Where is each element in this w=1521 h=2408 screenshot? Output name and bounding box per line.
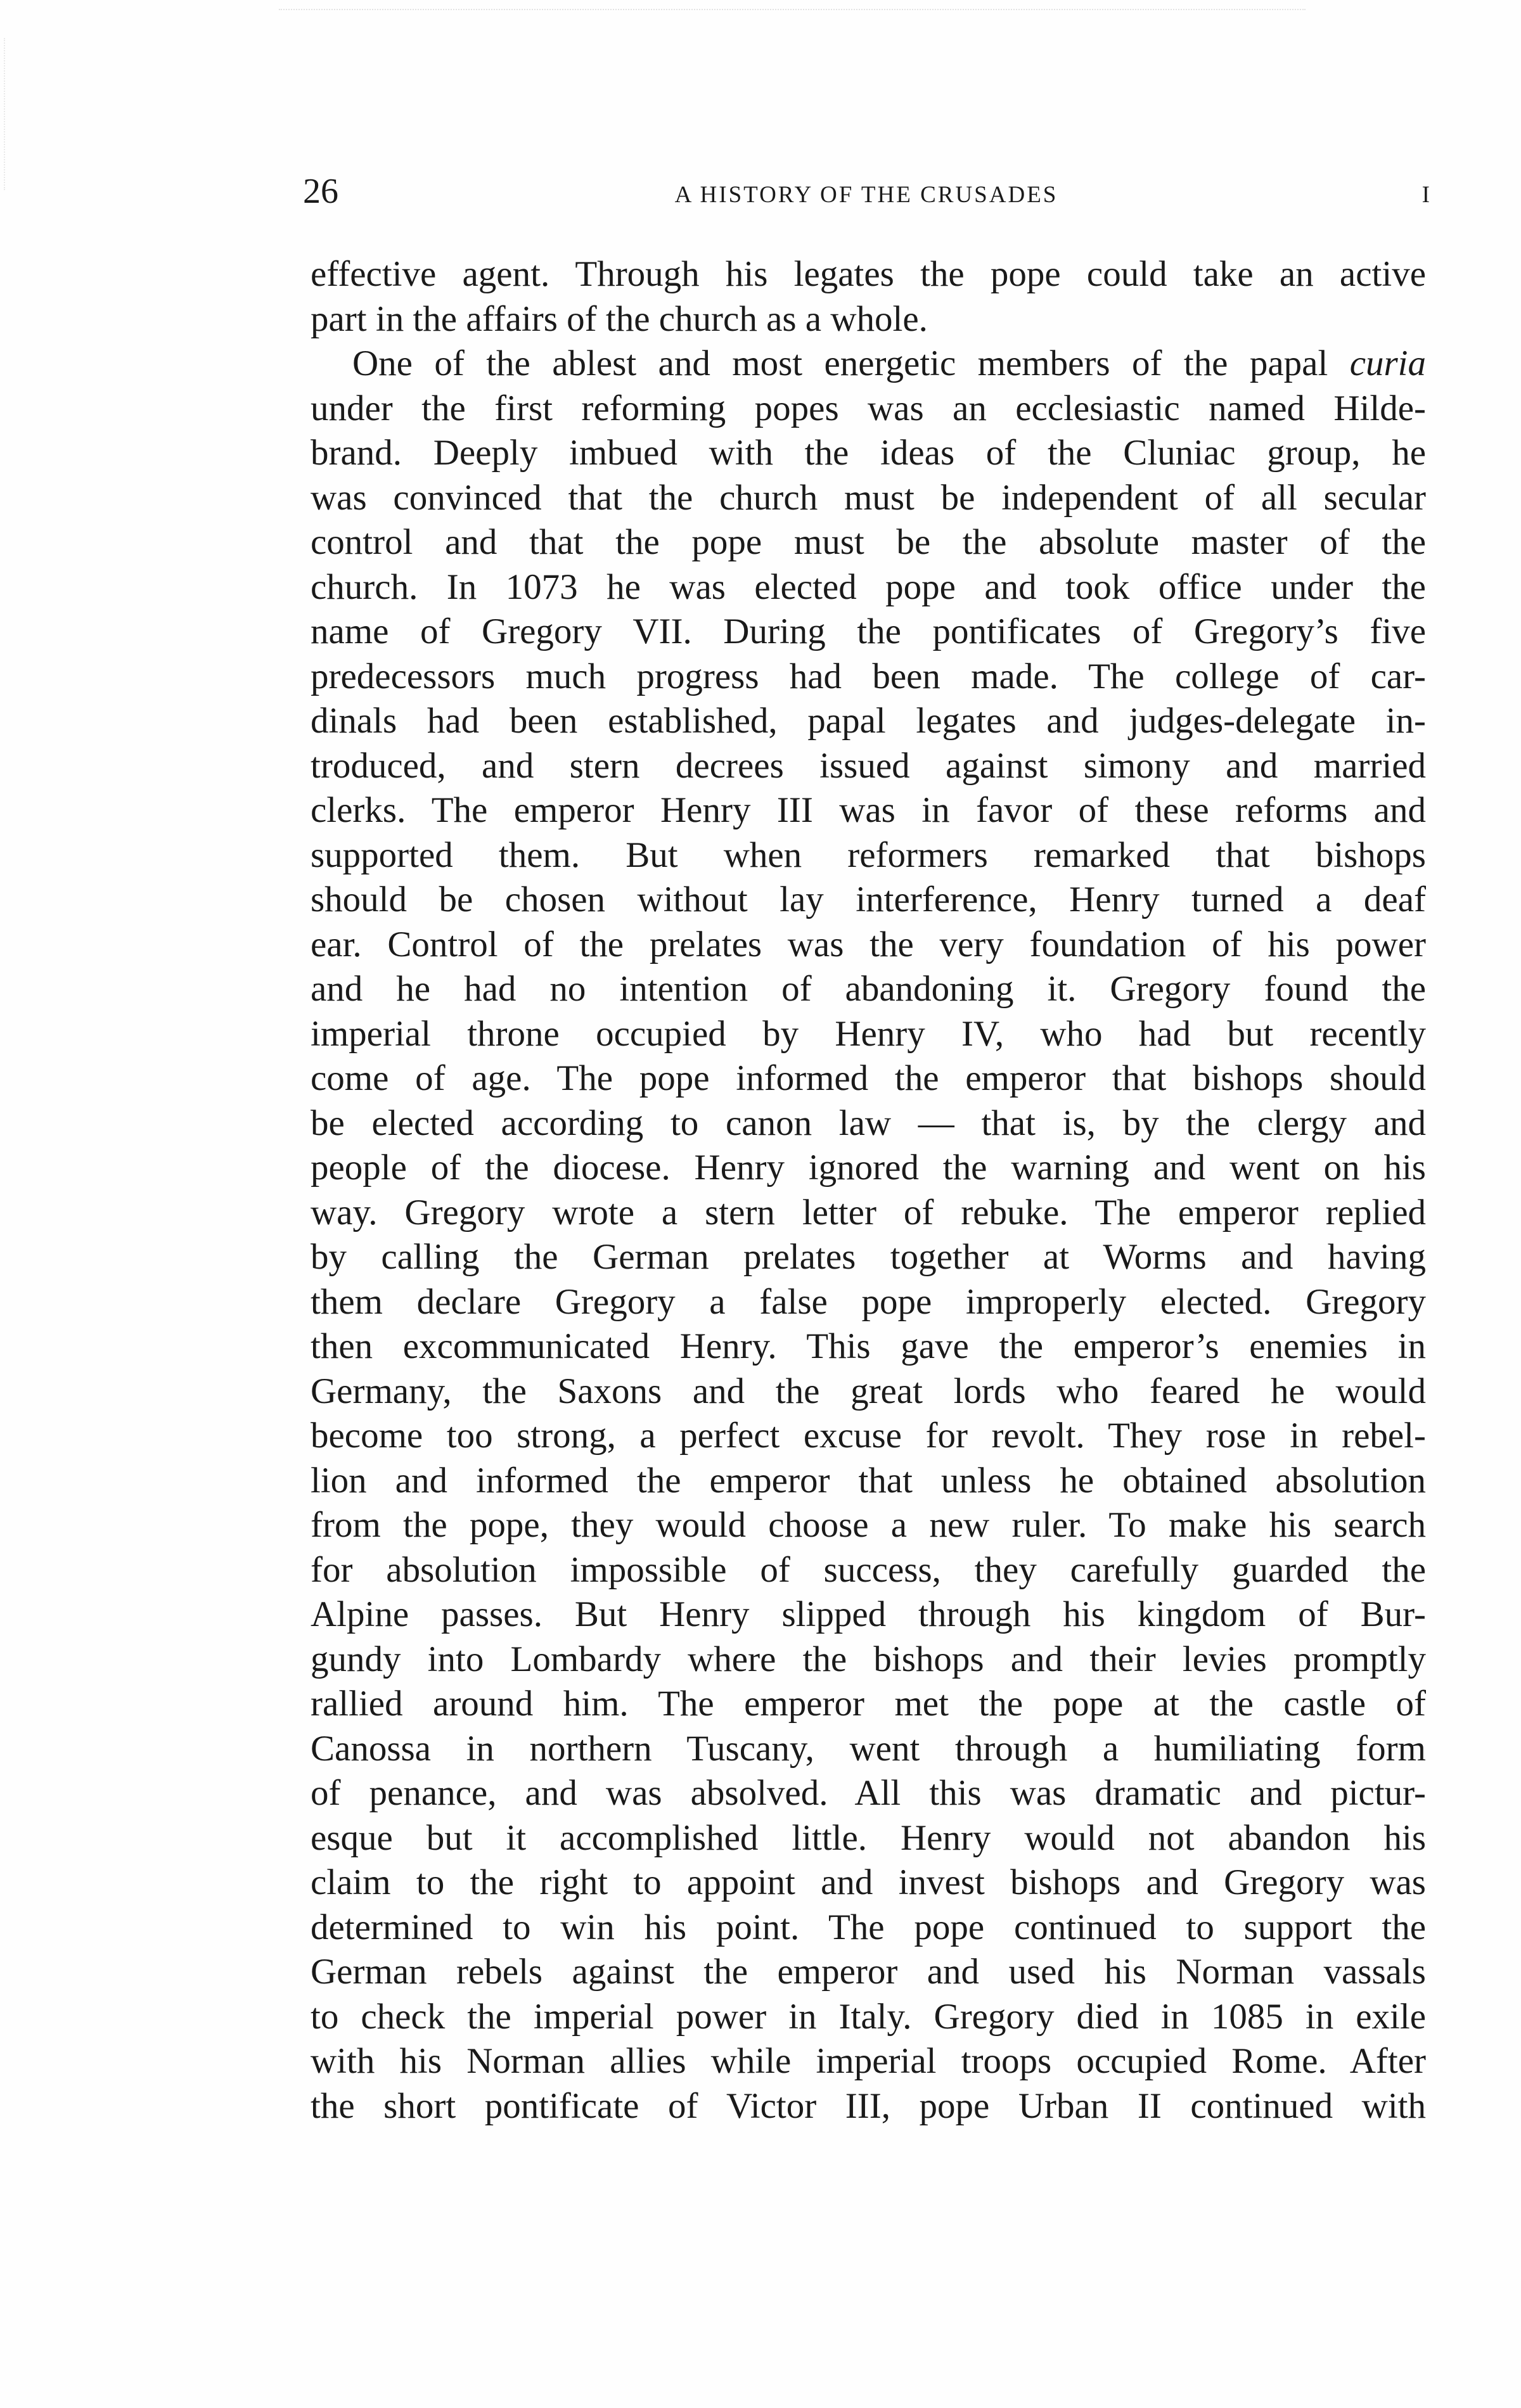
text-line: under the first reforming popes was an ecclesiastic named Hilde- (311, 388, 1426, 428)
text-line: then excommunicated Henry. This gave the emperor’s enemies in (311, 1326, 1426, 1366)
scan-edge-top (279, 9, 1306, 14)
text-line: troduced, and stern decrees issued against simony and married (311, 745, 1426, 786)
text-line: for absolution impossible of success, they carefully guarded the (311, 1549, 1426, 1590)
text-line: from the pope, they would choose a new ruler. To make his search (311, 1505, 1426, 1545)
page-number: 26 (303, 172, 338, 211)
text-line: imperial throne occupied by Henry IV, who had but recently (311, 1013, 1426, 1054)
text-line-part: One of the ablest and most energetic members of the papal (352, 343, 1328, 383)
body-text (311, 252, 1426, 2129)
text-line: was convinced that the church must be independent of all secular (311, 477, 1426, 518)
text-line: the short pontificate of Victor III, pope Urban II continued with (311, 2085, 1426, 2126)
text-line: dinals had been established, papal legates and judges-delegate in- (311, 701, 1426, 741)
chapter-numeral: I (1422, 182, 1430, 208)
text-line: of penance, and was absolved. All this was dramatic and pictur- (311, 1773, 1426, 1813)
text-line: people of the diocese. Henry ignored the warning and went on his (311, 1148, 1426, 1188)
text-line: brand. Deeply imbued with the ideas of the Cluniac group, he (311, 433, 1426, 473)
text-line: ear. Control of the prelates was the very foundation of his power (311, 924, 1426, 964)
text-line: Canossa in northern Tuscany, went through a humiliating form (311, 1728, 1426, 1769)
text-line: clerks. The emperor Henry III was in favor of these reforms and (311, 790, 1426, 830)
text-line: be elected according to canon law — that is, by the clergy and (311, 1103, 1426, 1143)
running-head (303, 166, 1430, 217)
text-line: part in the affairs of the church as a whole. (311, 298, 928, 339)
text-line: become too strong, a perfect excuse for revolt. They rose in rebel- (311, 1416, 1426, 1456)
text-line: esque but it accomplished little. Henry would not abandon his (311, 1817, 1426, 1858)
text-line: by calling the German prelates together at Worms and having (311, 1237, 1426, 1277)
running-title: A HISTORY OF THE CRUSADES (674, 182, 1058, 208)
text-line: claim to the right to appoint and invest bishops and Gregory was (311, 1862, 1426, 1902)
text-line: and he had no intention of abandoning it. Gregory found the (311, 969, 1426, 1009)
text-line (311, 342, 1426, 387)
text-line: determined to win his point. The pope continued to support the (311, 1907, 1426, 1947)
text-line: way. Gregory wrote a stern letter of rebuke. The emperor replied (311, 1192, 1426, 1233)
text-line: lion and informed the emperor that unless he obtained absolution (311, 1460, 1426, 1501)
text-line: them declare Gregory a false pope improperly elected. Gregory (311, 1281, 1426, 1322)
text-line: rallied around him. The emperor met the pope at the castle of (311, 1684, 1426, 1724)
text-line: Germany, the Saxons and the great lords who feared he would (311, 1371, 1426, 1411)
text-line: predecessors much progress had been made. The college of car- (311, 656, 1426, 696)
text-line: with his Norman allies while imperial troops occupied Rome. After (311, 2041, 1426, 2081)
text-line: effective agent. Through his legates the pope could take an active (311, 254, 1426, 294)
text-line: gundy into Lombardy where the bishops and their levies promptly (311, 1639, 1426, 1679)
text-line: should be chosen without lay interference, Henry turned a deaf (311, 880, 1426, 919)
text-line: church. In 1073 he was elected pope and took office under the (311, 567, 1426, 607)
text-line: control and that the pope must be the absolute master of the (311, 522, 1426, 562)
text-line: to check the imperial power in Italy. Gregory died in 1085 in exile (311, 1996, 1426, 2037)
text-line: Alpine passes. But Henry slipped through his kingdom of Bur- (311, 1594, 1426, 1634)
italic-term: curia (1349, 343, 1426, 383)
text-line: German rebels against the emperor and used his Norman vassals (311, 1952, 1426, 1992)
scan-edge-left (4, 38, 7, 190)
text-line: supported them. But when reformers remarked that bishops (311, 835, 1426, 875)
text-line: name of Gregory VII. During the pontificates of Gregory’s five (311, 612, 1426, 651)
text-line: come of age. The pope informed the emperor that bishops should (311, 1058, 1426, 1098)
